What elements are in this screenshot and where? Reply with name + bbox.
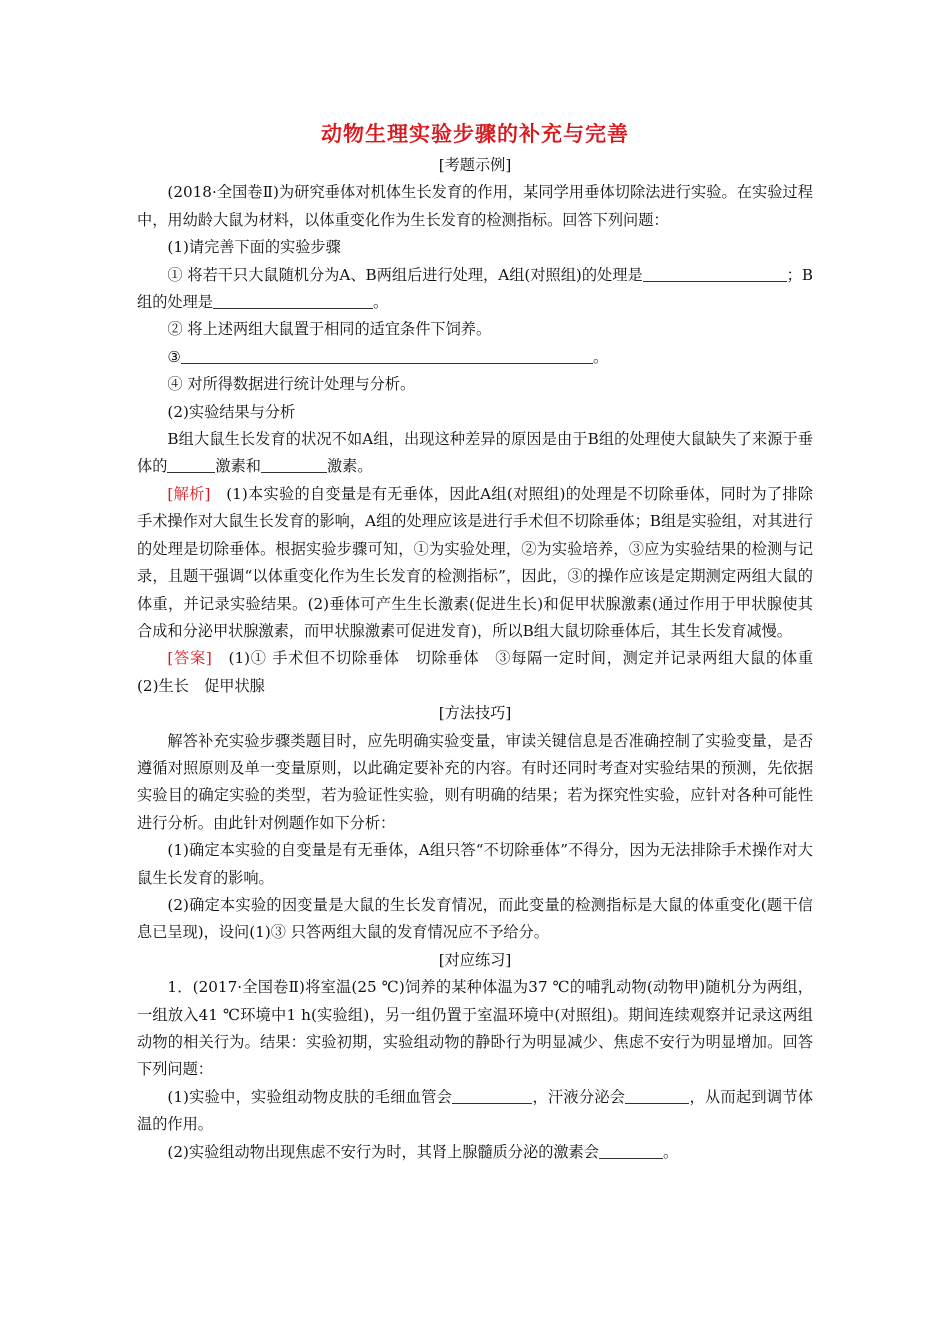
practice-text-e: 。 — [662, 1142, 679, 1161]
practice-text-a: (1)实验中，实验组动物皮肤的毛细血管会 — [167, 1087, 453, 1106]
result-text-c: 激素。 — [326, 457, 373, 476]
question-part-1: (1)请完善下面的实验步骤 — [167, 238, 341, 257]
answer-blank[interactable] — [452, 1085, 532, 1104]
result-text-a: B组大鼠生长发育的状况不如A组，出现这种差异的原因是由于B组的处理使大鼠缺失了来源于垂体的 — [137, 430, 813, 476]
answer-blank[interactable] — [167, 454, 215, 473]
result-analysis — [137, 426, 813, 481]
answer-blank[interactable] — [213, 290, 373, 309]
answer-label: [答案] — [167, 649, 212, 668]
answer-blank[interactable] — [599, 1140, 663, 1159]
step-2: ② 将上述两组大鼠置于相同的适宜条件下饲养。 — [167, 320, 492, 339]
practice-text-d: (2)实验组动物出现焦虑不安行为时，其肾上腺髓质分泌的激素会 — [167, 1142, 599, 1161]
step-1-text-c: 。 — [372, 293, 389, 312]
question-part-2: (2)实验结果与分析 — [167, 402, 296, 421]
method-paragraph-1: 解答补充实验步骤类题目时，应先明确实验变量，审读关键信息是否准确控制了实验变量，是否遵循对照原则及单一变量原则，以此确定要补充的内容。有时还同时考查对实验结果的预测，先依据实验目的确定实验的类型，若为验证性实验，则有明确的结果；若为探究性实验，应针对各种可能性进行分析。由此针对例题作如下分析： — [137, 731, 813, 832]
answer-blank[interactable] — [643, 263, 753, 282]
step-3 — [137, 344, 813, 371]
section-heading-method: [方法技巧] — [438, 704, 512, 723]
practice-question-1: 1．(2017·全国卷Ⅱ)将室温(25 ℃)饲养的某种体温为37 ℃的哺乳动物(动物甲)随机分为两组，一组放入41 ℃环境中1 h(实验组)，另一组仍置于室温环境中(对照组)。期间连续观察并记录这两组动物的相关行为。结果：实验初期，实验组动物的静卧行为明显减少、焦虑不安行为明显增加。回答下列问题： — [137, 978, 813, 1079]
analysis-paragraph — [137, 481, 813, 645]
practice-text-c: ，从而起到调节体温的作用。 — [137, 1087, 813, 1134]
practice-text-b: ，汗液分泌会 — [532, 1087, 626, 1106]
answer-paragraph — [137, 645, 829, 700]
section-heading-example: [考题示例] — [438, 156, 512, 174]
answer-text: (1)① 手术但不切除垂体 切除垂体 ③每隔一定时间，测定并记录两组大鼠的体重 (2)生长 促甲状腺 — [137, 649, 829, 695]
step-3-text-b: 。 — [593, 347, 609, 366]
step-1-text-b: ；B组的处理是 — [137, 265, 813, 312]
practice-question-1-part-1 — [137, 1084, 813, 1139]
analysis-text: (1)本实验的自变量是有无垂体，因此A组(对照组)的处理是不切除垂体，同时为了排除手术操作对大鼠生长发育的影响，A组的处理应该是进行手术但不切除垂体；B组是实验组，对其进行的处理是切除垂体。根据实验步骤可知，①为实验处理，②为实验培养，③应为实验结果的检测与记录，且题干强调“以体重变化作为生长发育的检测指标”，因此，③的操作应该是定期测定两组大鼠的体重，并记录实验结果。(2)垂体可产生生长激素(促进生长)和促甲状腺激素(通过作用于甲状腺使其合成和分泌甲状腺激素，而甲状腺激素可促进发育)，所以B组大鼠切除垂体后，其生长发育减慢。 — [137, 484, 813, 640]
answer-blank[interactable] — [753, 263, 787, 282]
method-paragraph-3: (2)确定本实验的因变量是大鼠的生长发育情况，而此变量的检测指标是大鼠的体重变化(题干信息已呈现)，设问(1)③ 只答两组大鼠的发育情况应不予给分。 — [137, 895, 813, 942]
document-body — [137, 152, 829, 1166]
section-heading-practice: [对应练习] — [438, 950, 512, 969]
page-title: 动物生理实验步骤的补充与完善 — [321, 122, 629, 146]
result-text-b: 激素和 — [215, 457, 261, 476]
answer-blank[interactable] — [625, 1085, 689, 1104]
step-1-text-a: ① 将若干只大鼠随机分为A、B两组后进行处理，A组(对照组)的处理是 — [167, 265, 643, 284]
practice-question-1-part-2 — [137, 1139, 813, 1166]
answer-blank[interactable] — [181, 345, 593, 364]
step-3-text-a: ③ — [167, 347, 182, 366]
question-stem: (2018·全国卷Ⅱ)为研究垂体对机体生长发育的作用，某同学用垂体切除法进行实验。在实验过程中，用幼龄大鼠为材料，以体重变化作为生长发育的检测指标。回答下列问题： — [137, 183, 813, 229]
analysis-label: [解析] — [167, 484, 211, 503]
step-1 — [137, 262, 813, 317]
answer-blank[interactable] — [261, 454, 327, 473]
step-4: ④ 对所得数据进行统计处理与分析。 — [167, 375, 416, 394]
method-paragraph-2: (1)确定本实验的自变量是有无垂体，A组只答“不切除垂体”不得分，因为无法排除手术操作对大鼠生长发育的影响。 — [137, 841, 813, 887]
